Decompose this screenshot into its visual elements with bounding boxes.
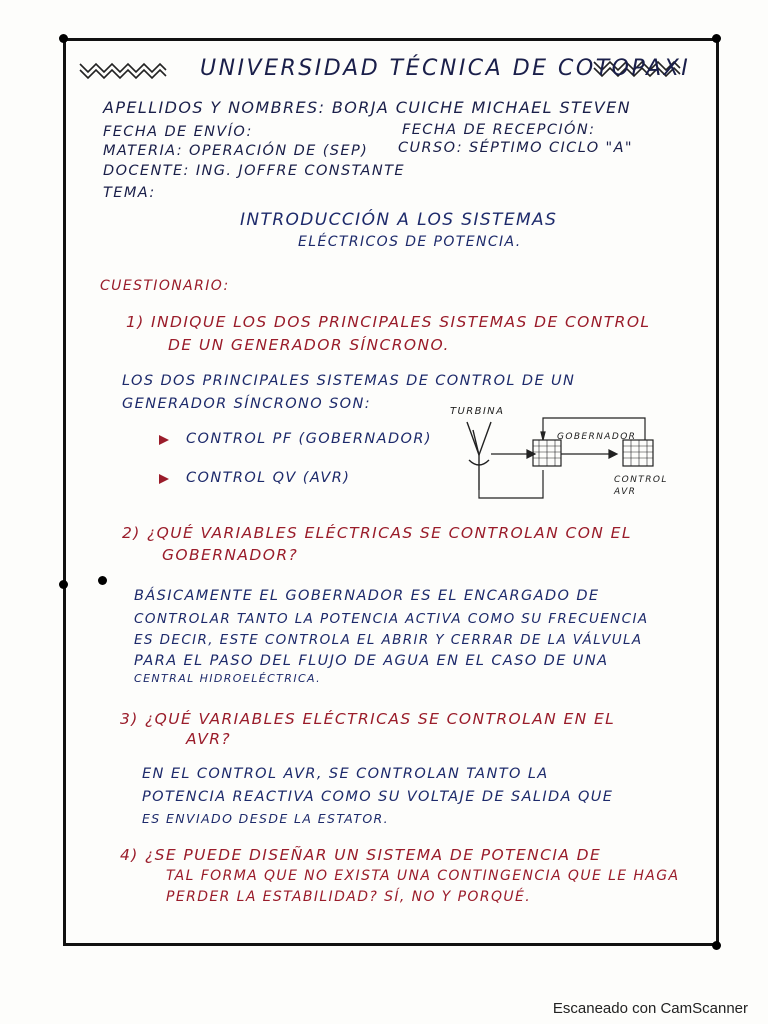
corner-dot — [712, 34, 721, 43]
answer-2-line-2: CONTROLAR TANTO LA POTENCIA ACTIVA COMO SU FRECUENCIA — [134, 611, 649, 627]
bullet-2: CONTROL QV (AVR) — [186, 470, 351, 486]
answer-1-line-1: LOS DOS PRINCIPALES SISTEMAS DE CONTROL DE UN — [122, 373, 576, 389]
question-3-line-2: AVR? — [186, 730, 232, 748]
section-title: CUESTIONARIO: — [100, 278, 230, 294]
turbine-icon — [467, 422, 491, 490]
margin-dot — [98, 576, 107, 585]
question-3-line-1: 3) ¿QUÉ VARIABLES ELÉCTRICAS SE CONTROLAN EN EL — [120, 710, 616, 728]
topic-line-1: INTRODUCCIÓN A LOS SISTEMAS — [240, 210, 558, 230]
subject: MATERIA: OPERACIÓN DE (SEP) — [103, 143, 369, 159]
answer-2-line-1: BÁSICAMENTE EL GOBERNADOR ES EL ENCARGADO DE — [134, 588, 600, 604]
ornament-left-icon — [80, 60, 166, 82]
question-2-line-1: 2) ¿QUÉ VARIABLES ELÉCTRICAS SE CONTROLAN CON EL — [122, 524, 632, 542]
corner-dot — [712, 941, 721, 950]
question-4-line-2: TAL FORMA QUE NO EXISTA UNA CONTINGENCIA QUE LE HAGA — [166, 868, 680, 884]
answer-2-line-4: PARA EL PASO DEL FLUJO DE AGUA EN EL CASO DE UNA — [134, 653, 609, 669]
answer-3-line-1: EN EL CONTROL AVR, SE CONTROLAN TANTO LA — [142, 766, 549, 782]
bullet-arrow-icon — [158, 434, 170, 446]
question-1-line-2: DE UN GENERADOR SÍNCRONO. — [168, 336, 450, 354]
governor-label: GOBERNADOR — [557, 432, 637, 442]
answer-2-line-5: CENTRAL HIDROELÉCTRICA. — [134, 672, 322, 685]
control-diagram — [455, 410, 675, 505]
avr-label: CONTROL AVR — [614, 475, 668, 497]
course: CURSO: SÉPTIMO CICLO "A" — [398, 140, 634, 156]
margin-dot — [59, 580, 68, 589]
receive-date-label: FECHA DE RECEPCIÓN: — [402, 122, 596, 138]
answer-1-line-2: GENERADOR SÍNCRONO SON: — [122, 396, 372, 412]
turbine-label: TURBINA — [450, 406, 505, 417]
scanner-watermark: Escaneado con CamScanner — [552, 1000, 748, 1017]
student-names: APELLIDOS Y NOMBRES: BORJA CUICHE MICHAEL STEVEN — [103, 98, 631, 117]
question-1-line-1: 1) INDIQUE LOS DOS PRINCIPALES SISTEMAS DE CONTROL — [126, 313, 651, 331]
question-2-line-2: GOBERNADOR? — [162, 546, 299, 564]
corner-dot — [59, 34, 68, 43]
bullet-1: CONTROL PF (GOBERNADOR) — [186, 431, 432, 447]
bullet-arrow-icon — [158, 473, 170, 485]
topic-label: TEMA: — [103, 185, 156, 201]
answer-3-line-2: POTENCIA REACTIVA COMO SU VOLTAJE DE SALIDA QUE — [142, 789, 614, 805]
question-4-line-1: 4) ¿SE PUEDE DISEÑAR UN SISTEMA DE POTENCIA DE — [120, 846, 602, 864]
page-title: UNIVERSIDAD TÉCNICA DE COTOPAXI — [200, 56, 691, 81]
answer-2-line-3: ES DECIR, ESTE CONTROLA EL ABRIR Y CERRAR DE LA VÁLVULA — [134, 632, 643, 648]
teacher: DOCENTE: ING. JOFFRE CONSTANTE — [103, 163, 405, 179]
question-4-line-3: PERDER LA ESTABILIDAD? SÍ, NO Y PORQUÉ. — [166, 889, 532, 905]
answer-3-line-3: ES ENVIADO DESDE LA ESTATOR. — [142, 811, 390, 826]
send-date-label: FECHA DE ENVÍO: — [103, 124, 253, 140]
topic-line-2: ELÉCTRICOS DE POTENCIA. — [298, 234, 522, 250]
